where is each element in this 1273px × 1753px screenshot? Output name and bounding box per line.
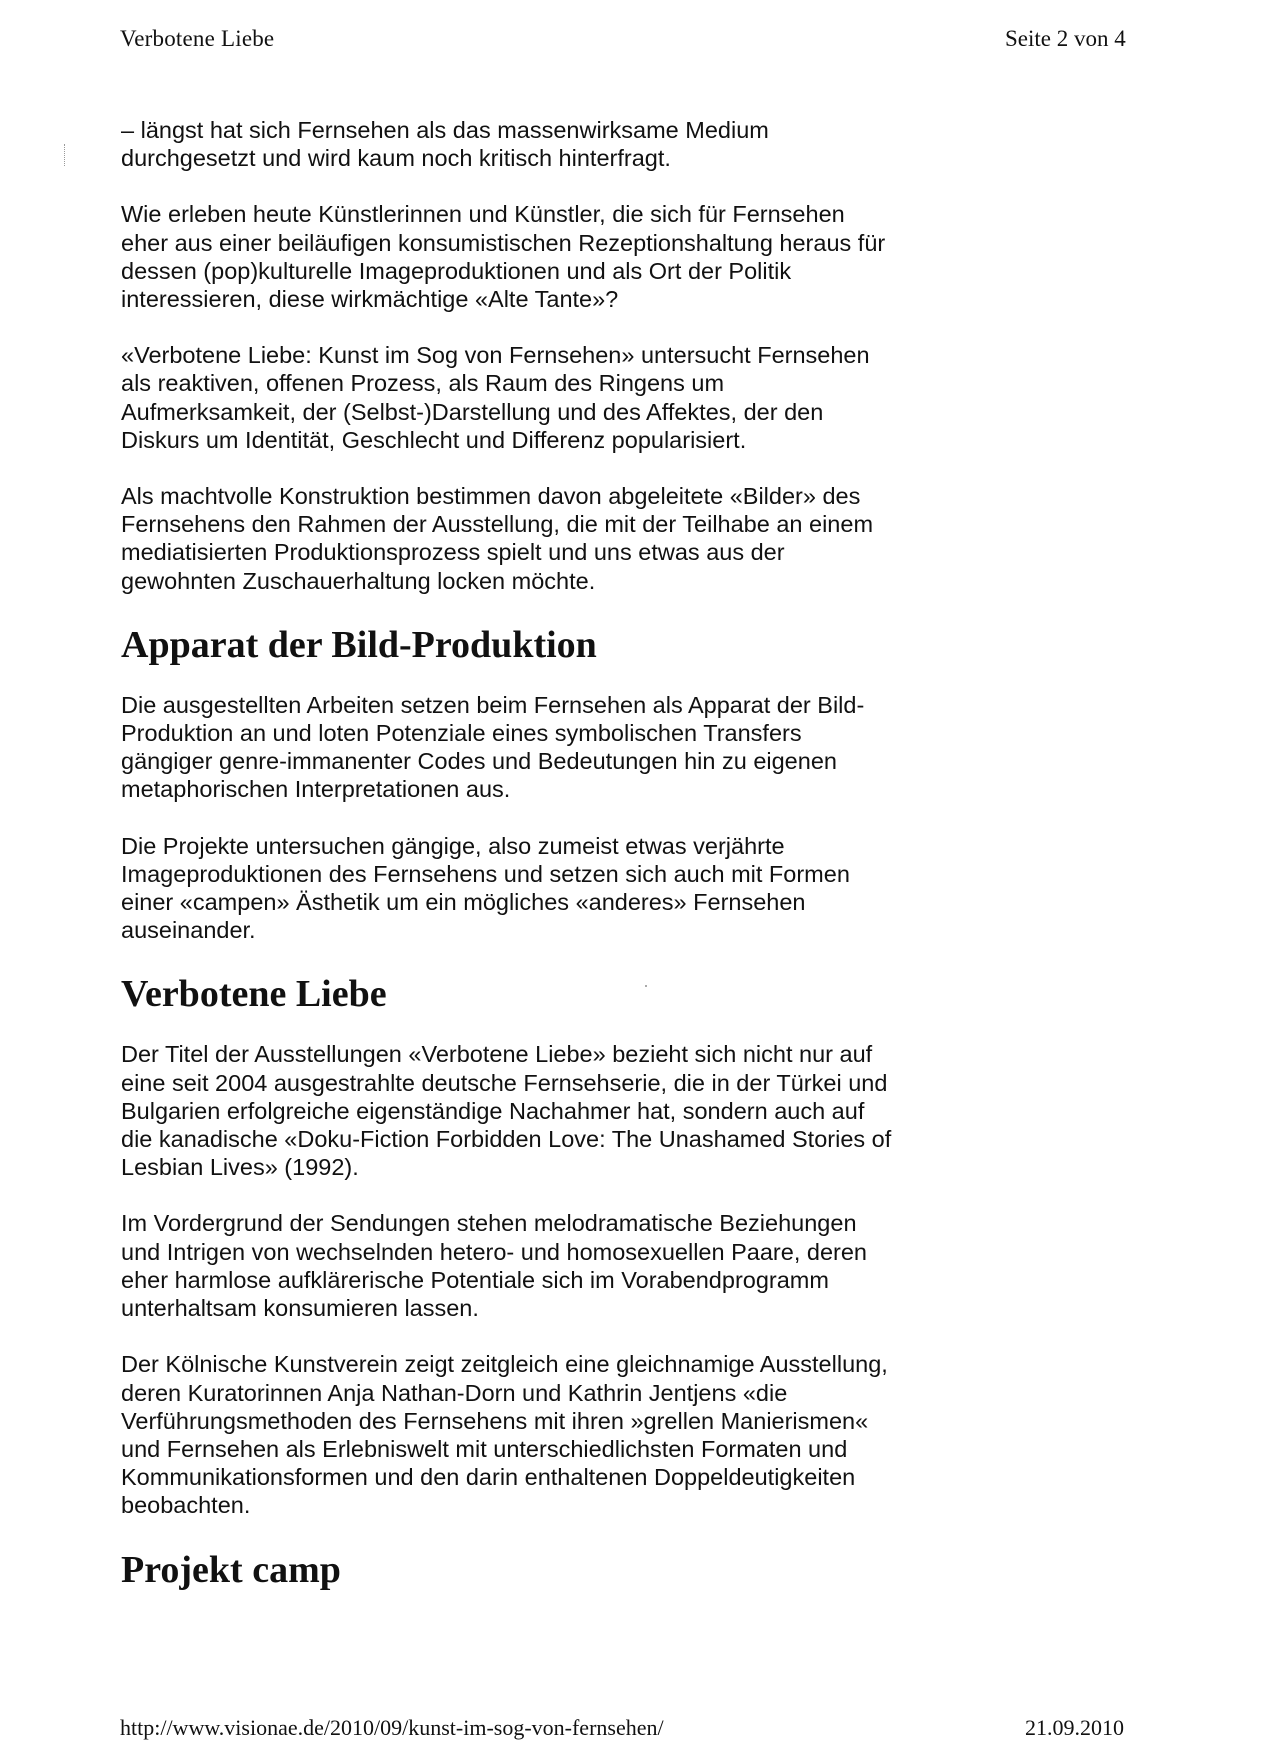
paragraph: Die ausgestellten Arbeiten setzen beim Fernsehen als Apparat der Bild- Produktion an und loten Potenziale eines symbolischen Transfers gängiger genre-immanenter Codes und Bedeutungen hin zu eigenen metaphorischen Interpretationen aus. bbox=[121, 691, 865, 803]
section-heading: Apparat der Bild-Produktion bbox=[121, 623, 597, 666]
paragraph: Wie erleben heute Künstlerinnen und Künstler, die sich für Fernsehen eher aus einer beiläufigen konsumistischen Rezeptionshaltung heraus für dessen (pop)kulturelle Imageproduktionen und als Ort der Politik interessieren, diese wirkmächtige «Alte Tante»? bbox=[121, 201, 886, 313]
paragraph: Der Kölnische Kunstverein zeigt zeitgleich eine gleichnamige Ausstellung, deren Kuratorinnen Anja Nathan-Dorn und Kathrin Jentjens «die Verführungsmethoden des Fernsehens mit ihren »grellen Manierismen« und Fernsehen als Erlebniswelt mit unterschiedlichsten Formaten und Kommunikationsformen und den darin enthaltenen Doppeldeutigkeiten beobachten. bbox=[121, 1351, 888, 1519]
paragraph: «Verbotene Liebe: Kunst im Sog von Fernsehen» untersucht Fernsehen als reaktiven, offenen Prozess, als Raum des Ringens um Aufmerksamkeit, der (Selbst-)Darstellung und des Affektes, der den Diskurs um Identität, Geschlecht und Differenz popularisiert. bbox=[121, 342, 870, 453]
paragraph: Im Vordergrund der Sendungen stehen melodramatische Beziehungen und Intrigen von wechselnden hetero- und homosexuellen Paare, deren eher harmlose aufklärerische Potentiale sich im Vorabendprogramm unterhaltsam konsumieren lassen. bbox=[121, 1210, 867, 1322]
footer-url: http://www.visionae.de/2010/09/kunst-im-sog-von-fernsehen/ bbox=[120, 1715, 664, 1740]
article-body bbox=[121, 116, 981, 1616]
page-number: Seite 2 von 4 bbox=[1005, 26, 1126, 51]
paragraph: Die Projekte untersuchen gängige, also zumeist etwas verjährte Imageproduktionen des Fernsehens und setzen sich auch mit Formen einer «campen» Ästhetik um ein mögliches «anderes» Fernsehen auseinander. bbox=[121, 832, 850, 944]
paragraph: Als machtvolle Konstruktion bestimmen davon abgeleitete «Bilder» des Fernsehens den Rahmen der Ausstellung, die mit der Teilhabe an einem mediatisierten Produktionsprozess spielt und uns etwas aus der gewohnten Zuschauerhaltung locken möchte. bbox=[121, 483, 874, 594]
section-heading: Verbotene Liebe bbox=[121, 973, 387, 1016]
paragraph: Der Titel der Ausstellungen «Verbotene Liebe» bezieht sich nicht nur auf eine seit 2004 ausgestrahlte deutsche Fernsehserie, die in der Türkei und Bulgarien erfolgreiche eigenständige Nachahmer hat, sondern auch auf die kanadische «Doku-Fiction Forbidden Love: The Unashamed Stories of Lesbian Lives» (1992). bbox=[121, 1041, 892, 1181]
page-header-title: Verbotene Liebe bbox=[120, 26, 275, 51]
section-heading: Projekt camp bbox=[121, 1548, 341, 1591]
scan-artifact bbox=[64, 144, 67, 166]
paragraph: – längst hat sich Fernsehen als das massenwirksame Medium durchgesetzt und wird kaum noch kritisch hinterfragt. bbox=[121, 117, 769, 172]
footer-date: 21.09.2010 bbox=[1025, 1715, 1124, 1740]
